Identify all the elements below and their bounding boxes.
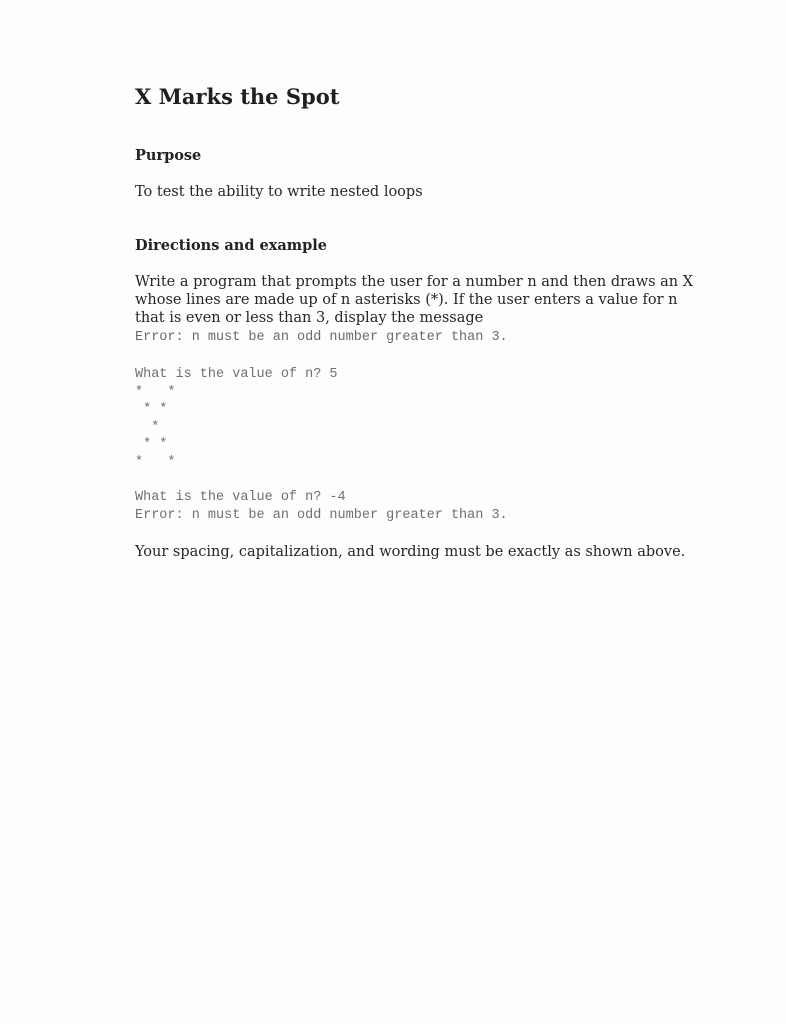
purpose-heading: Purpose: [135, 147, 202, 164]
directions-heading: Directions and example: [135, 237, 328, 254]
document-title: X Marks the Spot: [135, 84, 340, 109]
closing-text: Your spacing, capitalization, and wording must be exactly as shown above.: [135, 544, 686, 560]
error-message-code: Error: n must be an odd number greater than 3.: [135, 330, 508, 345]
purpose-text: To test the ability to write nested loops: [135, 184, 423, 200]
directions-paragraph: [135, 273, 705, 347]
document-content: [135, 84, 705, 561]
example-run-output: What is the value of n? 5 * * * * * * * * *: [135, 367, 338, 470]
directions-text: Write a program that prompts the user for a number n and then draws an X whose lines are made up of n asterisks (*). If the user enters a value for n that is even or less than 3, display the message: [135, 274, 694, 326]
example-error-output: What is the value of n? -4 Error: n must be an odd number greater than 3.: [135, 490, 508, 523]
